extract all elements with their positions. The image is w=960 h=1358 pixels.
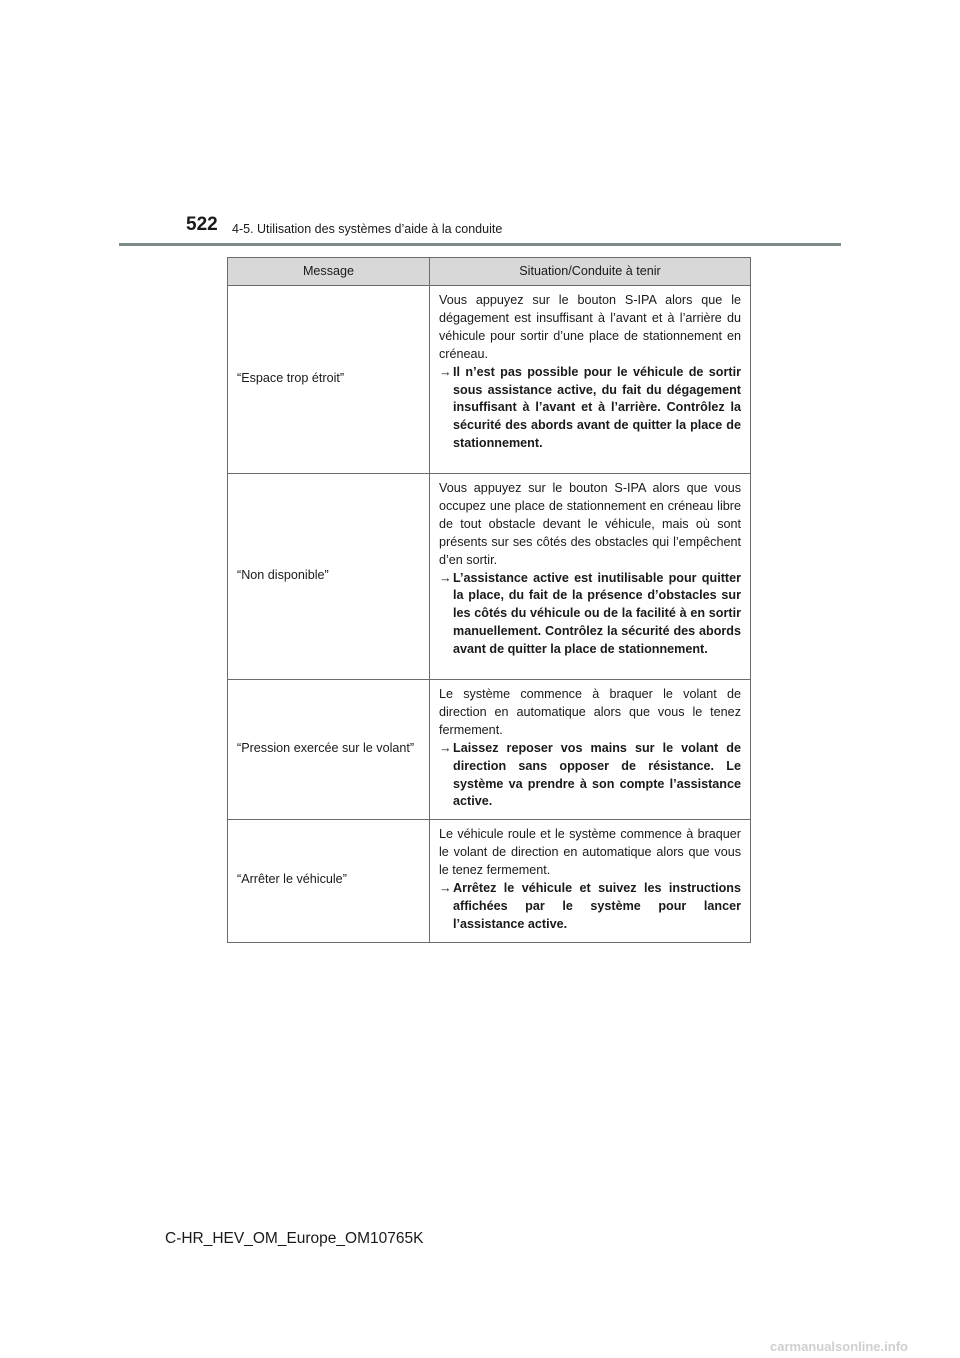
section-title: 4-5. Utilisation des systèmes d’aide à la conduite [232,222,503,236]
situation-cell [430,286,751,474]
table-row [228,286,751,474]
arrow-icon: → [439,740,452,755]
header-divider [119,243,841,246]
situation-text: Le système commence à braquer le volant de direction en automatique alors que vous le tenez fermement. [439,687,741,737]
action-item [439,570,741,660]
arrow-icon: → [439,570,452,585]
table-row [228,474,751,680]
situation-cell [430,820,751,942]
table-row [228,820,751,942]
situation-text: Le véhicule roule et le système commence à braquer le volant de direction en automatique alors que vous le tenez fermement. [439,827,741,878]
situation-text: Vous appuyez sur le bouton S-IPA alors que vous occupez une place de stationnement en créneau libre de tout obstacle devant le véhicule, mais où sont présents sur ses côtés des obstacles qui l’empêchent d’en sortir. [439,481,741,567]
arrow-icon: → [439,881,452,896]
action-text: L’assistance active est inutilisable pour quitter la place, du fait de la présence d’obstacles sur les côtés du véhicule ou de la facilité à en sortir manuellement. Contrôlez la sécurité des abords avant de quitter la place de stationnement. [453,570,741,657]
column-header-message: Message [228,258,430,286]
message-table [227,257,751,943]
situation-cell [430,680,751,820]
action-text: Laissez reposer vos mains sur le volant de direction sans opposer de résistance. Le système va prendre à son compte l’assistance active. [453,740,741,809]
action-text: Arrêtez le véhicule et suivez les instructions affichées par le système pour lancer l’assistance active. [453,881,741,931]
message-cell: “Pression exercée sur le volant” [228,680,430,820]
table-header-row [228,258,751,286]
situation-cell [430,474,751,680]
arrow-icon: → [439,364,452,379]
action-item [439,364,741,454]
action-text: Il n’est pas possible pour le véhicule de sortir sous assistance active, du fait du dégagement insuffisant à l’avant et à l’arrière. Contrôlez la sécurité des abords avant de quitter la place de stationnement. [453,364,741,451]
column-header-situation: Situation/Conduite à tenir [430,258,751,286]
table-row [228,680,751,820]
message-cell: “Arrêter le véhicule” [228,820,430,942]
action-item [439,740,741,812]
message-cell: “Espace trop étroit” [228,286,430,474]
action-item [439,880,741,934]
page-number: 522 [186,214,218,235]
situation-text: Vous appuyez sur le bouton S-IPA alors que le dégagement est insuffisant à l’avant et à l’arrière du véhicule pour sortir d’une place de stationnement en créneau. [439,293,741,361]
document-code: C-HR_HEV_OM_Europe_OM10765K [165,1230,424,1247]
message-cell: “Non disponible” [228,474,430,680]
watermark-logo: carmanualsonline.info [770,1339,908,1354]
